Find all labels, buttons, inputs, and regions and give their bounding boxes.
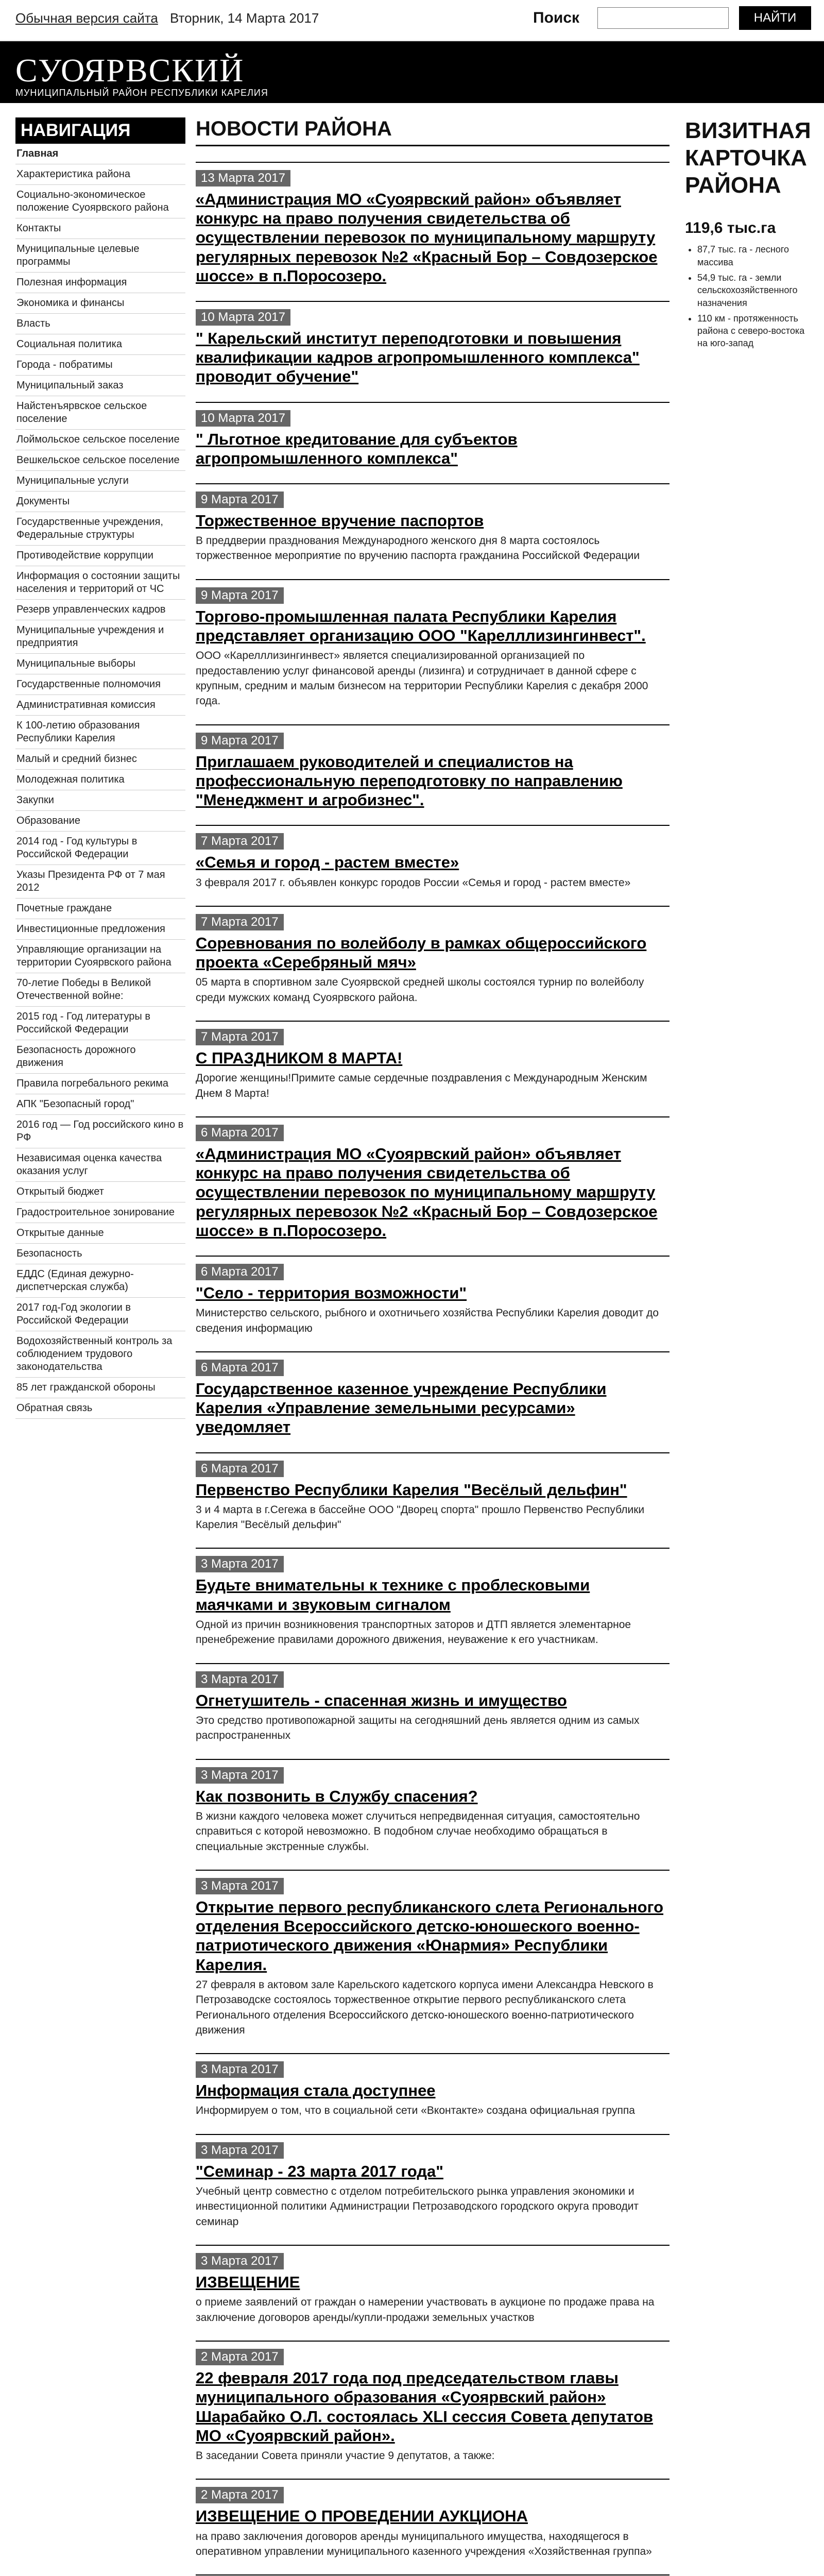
news-title-link[interactable]: "Семинар - 23 марта 2017 года" — [196, 2162, 443, 2180]
news-title-link[interactable]: Торжественное вручение паспортов — [196, 511, 484, 530]
site-header — [0, 41, 824, 103]
news-summary: В жизни каждого человека может случиться непредвиденная ситуация, самостоятельно справиться с которой невозможно. В подобном случае необходимо обращаться в специальные экстренные службы. — [196, 1810, 640, 1853]
news-title-link[interactable]: Приглашаем руководителей и специалистов на профессиональную переподготовку по направлению "Менеджмент и агробизнес". — [196, 752, 623, 809]
news-item — [196, 2341, 670, 2463]
nav-item[interactable]: Безопасность — [15, 1244, 185, 1264]
news-title-link[interactable]: «Семья и город - растем вместе» — [196, 853, 459, 872]
site-title: СУОЯРВСКИЙ — [15, 52, 245, 89]
news-date: 6 Марта 2017 — [196, 1360, 284, 1376]
top-bar — [0, 0, 824, 41]
news-date: 3 Марта 2017 — [196, 2253, 284, 2269]
district-fact: • 110 км - протяженность района с северо-востока на юго-запад — [697, 312, 809, 350]
news-title-link[interactable]: С ПРАЗДНИКОМ 8 МАРТА! — [196, 1049, 403, 1067]
news-item — [196, 2053, 670, 2119]
nav-item[interactable]: Безопасность дорожного движения — [15, 1040, 185, 1074]
news-date: 3 Марта 2017 — [196, 2061, 284, 2078]
nav-item[interactable]: Вешкельское сельское поселение — [15, 450, 185, 471]
nav-item[interactable]: Градостроительное зонирование — [15, 1202, 185, 1223]
news-summary: на право заключения договоров аренды муниципального имущества, находящегося в оперативном управлении муниципального казенного учреждения «Хозяйственная группа» — [196, 2530, 652, 2557]
news-date: 3 Марта 2017 — [196, 1878, 284, 1894]
news-summary: В преддверии празднования Международного женского дня 8 марта состоялось торжественное мероприятие по вручению паспорта гражданина Российской Федерации — [196, 535, 640, 562]
news-date: 2 Марта 2017 — [196, 2487, 284, 2503]
news-title-link[interactable]: Огнетушитель - спасенная жизнь и имущество — [196, 1691, 567, 1709]
news-title-link[interactable]: Информация стала доступнее — [196, 2081, 436, 2100]
news-item — [196, 1021, 670, 1101]
nav-item[interactable]: Правила погребального рекима — [15, 1074, 185, 1094]
news-summary: о приеме заявлений от граждан о намерении участвовать в аукционе по продаже права на заключение договоров аренды/купли-продажи земельных участков — [196, 2296, 655, 2324]
news-title-link[interactable]: «Администрация МО «Суоярвский район» объявляет конкурс на право получения свидетельства об осуществлении перевозок по муниципальному маршруту регулярных перевозок №2 «Красный Бор – Совдозерское шоссе» в п.Поросозеро. — [196, 190, 658, 285]
news-item — [196, 483, 670, 564]
nav-item[interactable]: Документы — [15, 492, 185, 512]
news-date: 6 Марта 2017 — [196, 1461, 284, 1477]
nav-item[interactable]: Характеристика района — [15, 164, 185, 185]
nav-item[interactable]: Государственные учреждения, Федеральные структуры — [15, 512, 185, 546]
news-item — [196, 1256, 670, 1336]
nav-item[interactable]: Муниципальные учреждения и предприятия — [15, 620, 185, 654]
nav-item[interactable]: Почетные граждане — [15, 899, 185, 919]
news-title-link[interactable]: Государственное казенное учреждение Республики Карелия «Управление земельными ресурсами» уведомляет — [196, 1379, 607, 1436]
sidebar — [15, 117, 185, 1419]
nav-item[interactable]: Муниципальный заказ — [15, 376, 185, 396]
nav-item[interactable]: К 100-летию образования Республики Карелия — [15, 716, 185, 749]
news-title-link[interactable]: «Администрация МО «Суоярвский район» объявляет конкурс на право получения свидетельства об осуществлении перевозок по муниципальному маршруту регулярных перевозок №2 «Красный Бор – Совдозерское шоссе» в п.Поросозеро. — [196, 1145, 658, 1240]
news-date: 13 Марта 2017 — [196, 170, 290, 187]
search-input[interactable] — [597, 7, 729, 29]
nav-item[interactable]: Водохозяйственный контроль за соблюдением трудового законодательства — [15, 1331, 185, 1378]
nav-item[interactable]: Социальная политика — [15, 334, 185, 355]
news-summary: Учебный центр совместно с отделом потребительского рынка управления экономики и инвестиционной политики Администрации Петрозаводского городского округа проводит семинар — [196, 2185, 639, 2228]
district-area: 119,6 тыс.га — [685, 219, 776, 237]
news-item — [196, 1351, 670, 1437]
news-date: 3 Марта 2017 — [196, 1767, 284, 1784]
nav-item[interactable]: Муниципальные выборы — [15, 654, 185, 674]
news-date: 7 Марта 2017 — [196, 833, 284, 850]
news-title-link[interactable]: "Село - территория возможности" — [196, 1283, 467, 1302]
news-date: 3 Марта 2017 — [196, 1671, 284, 1688]
nav-item[interactable]: Города - побратимы — [15, 355, 185, 376]
search-label: Поиск — [533, 9, 580, 26]
normal-version-link[interactable]: Обычная версия сайта — [15, 10, 158, 26]
nav-item[interactable]: Образование — [15, 811, 185, 832]
nav-item[interactable]: Независимая оценка качества оказания услуг — [15, 1148, 185, 1182]
nav-item[interactable]: Управляющие организации на территории Суоярвского района — [15, 940, 185, 973]
news-title-link[interactable]: " Льготное кредитование для субъектов агропромышленного комплекса" — [196, 430, 518, 467]
nav-item[interactable]: Экономика и финансы — [15, 293, 185, 314]
news-summary: В заседании Совета приняли участие 9 депутатов, а также: — [196, 2449, 495, 2462]
news-item — [196, 402, 670, 468]
news-title-link[interactable]: Будьте внимательны к технике с проблесковыми маячками и звуковым сигналом — [196, 1576, 590, 1614]
news-item — [196, 1759, 670, 1854]
news-item — [196, 1870, 670, 2038]
nav-item[interactable]: Противодействие коррупции — [15, 546, 185, 566]
nav-title: НАВИГАЦИЯ — [15, 117, 185, 144]
news-item — [196, 301, 670, 386]
news-item — [196, 906, 670, 1005]
news-date: 10 Марта 2017 — [196, 309, 290, 326]
news-title-link[interactable]: ИЗВЕЩЕНИЕ О ПРОВЕДЕНИИ АУКЦИОНА — [196, 2507, 528, 2526]
news-date: 6 Марта 2017 — [196, 1125, 284, 1141]
nav-item[interactable]: 2014 год - Год культуры в Российской Федерации — [15, 832, 185, 865]
news-item — [196, 162, 670, 285]
nav-item[interactable]: Контакты — [15, 218, 185, 239]
nav-item[interactable]: Социально-экономическое положение Суоярвского района — [15, 185, 185, 218]
nav-item[interactable]: Лоймольское сельское поселение — [15, 430, 185, 450]
news-item — [196, 579, 670, 709]
news-date: 7 Марта 2017 — [196, 914, 284, 930]
news-summary: 05 марта в спортивном зале Суоярвской средней школы состоялся турнир по волейболу среди мужских команд Суоярвского района. — [196, 976, 644, 1004]
nav-item[interactable]: Муниципальные услуги — [15, 471, 185, 492]
news-summary: Информируем о том, что в социальной сети «Вконтакте» создана официальная группа — [196, 2105, 635, 2117]
nav-item[interactable]: ЕДДС (Единая дежурно-диспетчерская служба) — [15, 1264, 185, 1298]
district-card — [685, 117, 809, 353]
nav-item[interactable]: Открытые данные — [15, 1223, 185, 1244]
news-date: 9 Марта 2017 — [196, 587, 284, 604]
news-item — [196, 724, 670, 810]
news-item — [196, 1663, 670, 1743]
news-item — [196, 2134, 670, 2229]
news-title-link[interactable]: Торгово-промышленная палата Республики Карелия представляет организацию ООО "Карелллизингинвест". — [196, 607, 646, 645]
news-date: 7 Марта 2017 — [196, 1029, 284, 1045]
search-button[interactable]: НАЙТИ — [739, 6, 811, 30]
news-item — [196, 2479, 670, 2559]
nav-item[interactable]: Полезная информация — [15, 273, 185, 293]
news-title-link[interactable]: ИЗВЕЩЕНИЕ — [196, 2273, 300, 2292]
current-date: Вторник, 14 Марта 2017 — [170, 10, 319, 26]
nav-item[interactable]: Резерв управленческих кадров — [15, 600, 185, 620]
news-summary: Дорогие женщины!Примите самые сердечные поздравления с Международным Женским Днем 8 Марта! — [196, 1072, 647, 1099]
news-date: 2 Марта 2017 — [196, 2349, 284, 2365]
nav-item[interactable]: Муниципальные целевые программы — [15, 239, 185, 273]
news-date: 9 Марта 2017 — [196, 733, 284, 749]
nav-item[interactable]: Найстенъярвское сельское поселение — [15, 396, 185, 430]
news-item — [196, 825, 670, 890]
nav-item[interactable]: Власть — [15, 314, 185, 334]
news-title-link[interactable]: 22 февраля 2017 года под председательством главы муниципального образования «Суоярвский район» Шарабайко О.Л. состоялась XLI сессия Совета депутатов МО «Суоярвский район». — [196, 2369, 654, 2445]
nav-item[interactable]: Государственные полномочия — [15, 674, 185, 695]
district-fact: • 54,9 тыс. га - земли сельскохозяйственного назначения — [697, 272, 809, 309]
district-card-title: ВИЗИТНАЯ КАРТОЧКА РАЙОНА — [685, 118, 811, 198]
news-date: 3 Марта 2017 — [196, 1556, 284, 1572]
news-date: 6 Марта 2017 — [196, 1264, 284, 1280]
nav-item[interactable]: 85 лет гражданской обороны — [15, 1378, 185, 1398]
news-title-link[interactable]: Открытие первого республиканского слета Регионального отделения Всероссийского детско-юношеского военно-патриотического движения «Юнармия» Республики Карелия. — [196, 1897, 664, 1974]
site-subtitle: МУНИЦИПАЛЬНЫЙ РАЙОН РЕСПУБЛИКИ КАРЕЛИЯ — [15, 88, 268, 98]
news-summary: 3 и 4 марта в г.Сегежа в бассейне ООО "Дворец спорта" прошло Первенство Республики Карелия "Весёлый дельфин" — [196, 1503, 645, 1531]
nav-item[interactable]: 2016 год — Год российского кино в РФ — [15, 1115, 185, 1148]
nav-item[interactable]: Открытый бюджет — [15, 1182, 185, 1202]
district-fact: • 87,7 тыс. га - лесного массива — [697, 243, 809, 268]
nav-item[interactable]: Указы Президента РФ от 7 мая 2012 — [15, 865, 185, 899]
main-content — [196, 117, 670, 2576]
news-summary: ООО «Карелллизингинвест» является специализированной организацией по предоставлению услуг финансовой аренды (лизинга) и сотрудничает в данной сфере с крупным, средним и малым бизнесом на территории Республики Карелия с декабря 2000 года. — [196, 650, 648, 707]
news-item — [196, 1452, 670, 1533]
nav-item[interactable]: Обратная связь — [15, 1398, 185, 1419]
news-title-link[interactable]: Первенство Республики Карелия "Весёлый дельфин" — [196, 1480, 627, 1499]
news-summary: 3 февраля 2017 г. объявлен конкурс городов России «Семья и город - растем вместе» — [196, 876, 631, 889]
district-facts — [685, 243, 809, 349]
nav-item[interactable]: 2015 год - Год литературы в Российской Федерации — [15, 1007, 185, 1040]
nav-item[interactable]: АПК "Безопасный город" — [15, 1094, 185, 1115]
news-list — [196, 162, 670, 2576]
nav-item[interactable]: Административная комиссия — [15, 695, 185, 716]
nav-item[interactable]: Молодежная политика — [15, 770, 185, 790]
news-section-title: НОВОСТИ РАЙОНА — [196, 117, 670, 146]
nav-item[interactable]: Малый и средний бизнес — [15, 749, 185, 770]
news-summary: 27 февраля в актовом зале Карельского кадетского корпуса имени Александра Невского в Петрозаводске состоялось торжественное открытие первого республиканского слета Регионального отделения Всероссийского детско-юношеского военно-патриотического движения — [196, 1978, 654, 2036]
news-date: 10 Марта 2017 — [196, 410, 290, 427]
news-date: 9 Марта 2017 — [196, 492, 284, 508]
nav-item[interactable]: Главная — [15, 144, 185, 164]
news-title-link[interactable]: Соревнования по волейболу в рамках общероссийского проекта «Серебряный мяч» — [196, 934, 647, 972]
news-summary: Это средство противопожарной защиты на сегодняшний день является одним из самых распространенных — [196, 1714, 640, 1742]
nav-item[interactable]: Инвестиционные предложения — [15, 919, 185, 940]
nav-item[interactable]: 2017 год-Год экологии в Российской Федерации — [15, 1298, 185, 1331]
news-title-link[interactable]: " Карельский институт переподготовки и повышения квалификации кадров агропромышленного комплекса" проводит обучение" — [196, 329, 640, 386]
news-item — [196, 1548, 670, 1647]
news-date: 3 Марта 2017 — [196, 2142, 284, 2159]
news-summary: Министерство сельского, рыбного и охотничьего хозяйства Республики Карелия доводит до сведения информацию — [196, 1307, 659, 1334]
nav-item[interactable]: 70-летие Победы в Великой Отечественной войне: — [15, 973, 185, 1007]
news-item — [196, 2245, 670, 2325]
nav-list — [15, 144, 185, 1419]
news-summary: Одной из причин возникновения транспортных заторов и ДТП является элементарное пренебрежение правилами дорожного движения, неуважение к его участникам. — [196, 1618, 631, 1646]
news-title-link[interactable]: Как позвонить в Службу спасения? — [196, 1787, 478, 1805]
nav-item[interactable]: Закупки — [15, 790, 185, 811]
news-item — [196, 1116, 670, 1240]
nav-item[interactable]: Информация о состоянии защиты населения и территорий от ЧС — [15, 566, 185, 600]
